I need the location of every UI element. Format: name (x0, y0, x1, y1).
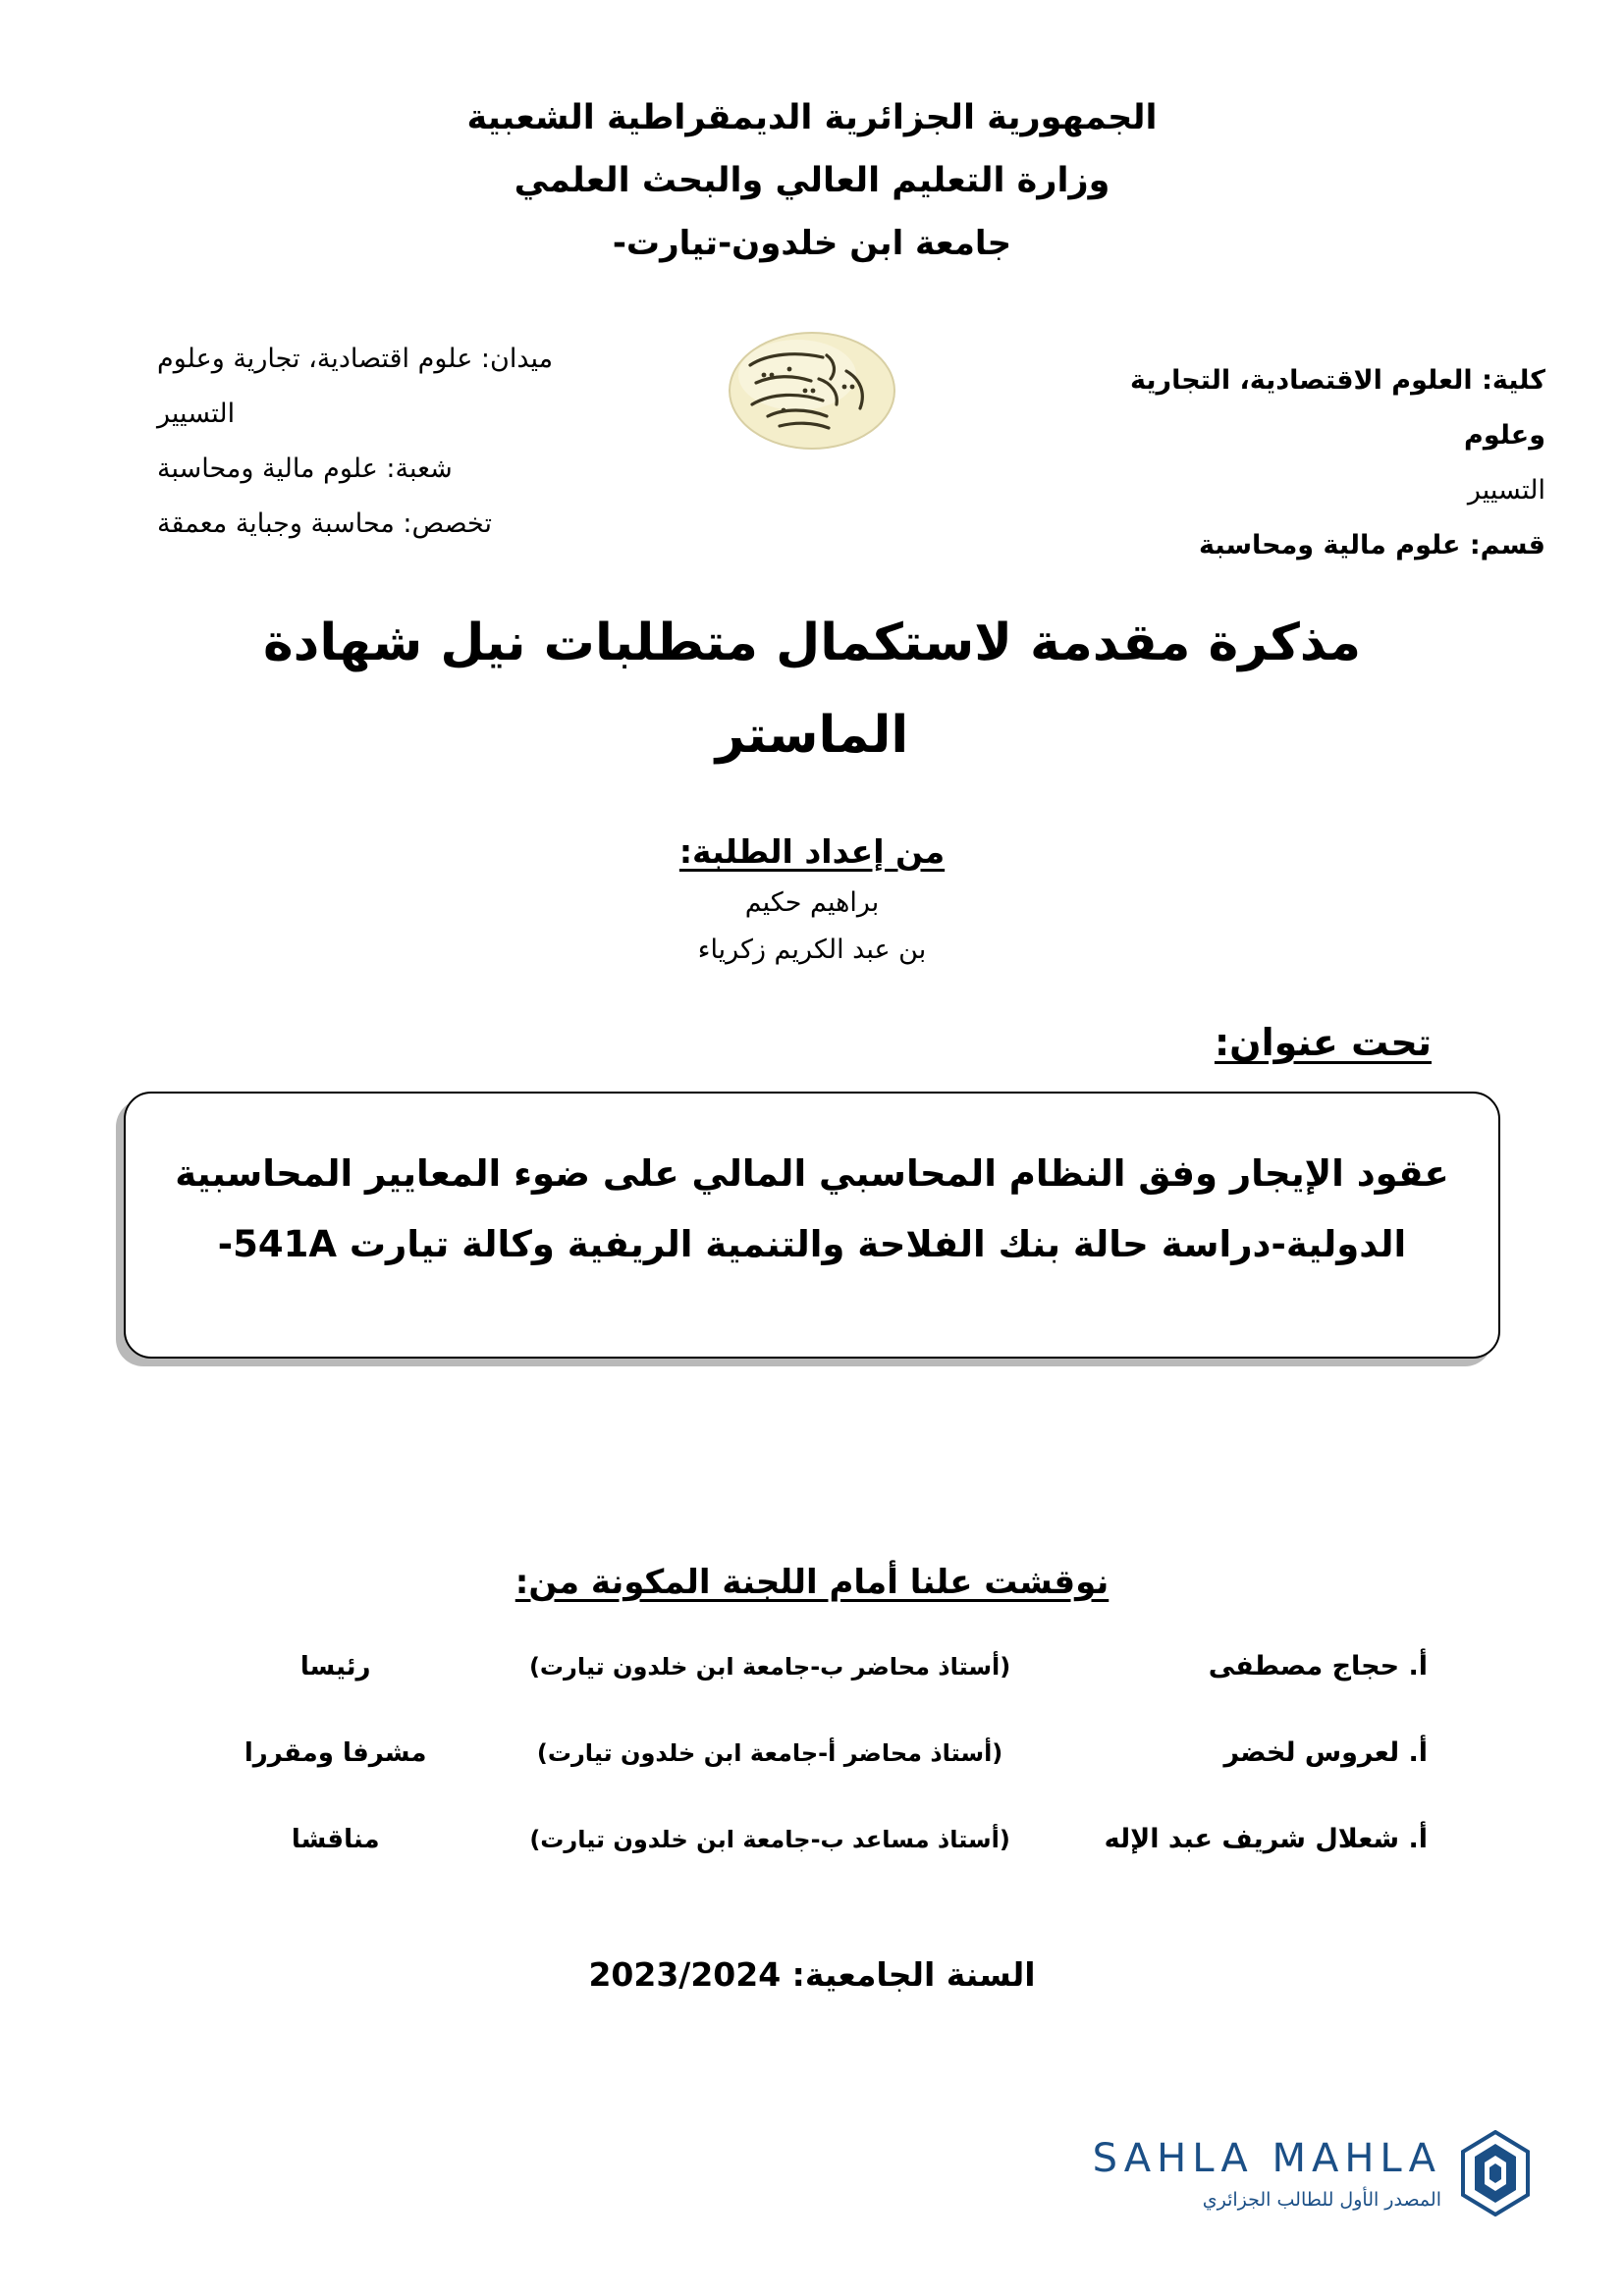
degree-line-1: مذكرة مقدمة لاستكمال متطلبات نيل شهادة (262, 614, 1362, 672)
jury-heading: نوقشت علنا أمام اللجنة المكونة من: (514, 1563, 1110, 1602)
thesis-title-line-1: عقود الإيجار وفق النظام المحاسبي المالي على ضوء المعايير المحاسبية (175, 1152, 1449, 1195)
faculty-info-row (0, 332, 1624, 561)
academic-year: السنة الجامعية: 2023/2024 (588, 1955, 1036, 1994)
branch-line: شعبة: علوم مالية ومحاسبة (157, 454, 453, 484)
field-info-left (157, 332, 569, 552)
degree-statement (0, 597, 1624, 781)
jury-member-name: أ. حجاج مصطفى (1208, 1651, 1428, 1682)
faculty-line-1: كلية: العلوم الاقتصادية، التجارية وعلوم (1130, 365, 1545, 451)
jury-row (187, 1651, 1428, 1737)
jury-member-rank: (أستاذ مساعد ب-جامعة ابن خلدون تيارت) (529, 1826, 1010, 1853)
department-line: قسم: علوم مالية ومحاسبة (1199, 530, 1545, 561)
header-line-university: جامعة ابن خلدون-تيارت- (612, 224, 1012, 263)
jury-member-role: مشرفا ومقررا (244, 1738, 427, 1768)
faculty-line-2: التسيير (1467, 475, 1545, 506)
jury-row (187, 1824, 1428, 1910)
students-block (0, 825, 1624, 974)
header-line-republic: الجمهورية الجزائرية الديمقراطية الشعبية (466, 98, 1158, 137)
document-header (0, 86, 1624, 275)
specialty-line: تخصص: محاسبة وجباية معمقة (157, 508, 492, 539)
sahla-mahla-tagline: المصدر الأول للطالب الجزائري (1202, 2189, 1441, 2211)
students-label: من إعداد الطلبة: (678, 832, 946, 871)
jury-row (187, 1737, 1428, 1824)
field-line-1: ميدان: علوم اقتصادية، تجارية وعلوم (157, 344, 554, 374)
diamond-emblem-icon (1459, 2130, 1532, 2216)
student-name-1: براهيم حكيم (744, 887, 880, 918)
thesis-title-box (124, 1092, 1500, 1359)
jury-member-name: أ. لعروس لخضر (1223, 1737, 1428, 1768)
jury-member-role: رئيسا (299, 1652, 371, 1682)
jury-list (187, 1651, 1428, 1910)
degree-line-2: الماستر (715, 706, 909, 765)
jury-member-role: مناقشا (291, 1825, 380, 1854)
student-name-2: بن عبد الكريم زكرياء (697, 934, 927, 965)
under-title-label: تحت عنوان: (1214, 1021, 1432, 1064)
header-line-ministry: وزارة التعليم العالي والبحث العلمي (514, 161, 1110, 200)
jury-member-name: أ. شعلال شريف عبد الإله (1104, 1824, 1428, 1854)
thesis-title-box-wrapper (124, 1092, 1500, 1359)
faculty-info-right (1123, 353, 1545, 573)
seal-calligraphy-icon (729, 332, 895, 450)
sahla-mahla-watermark (1092, 2128, 1532, 2246)
thesis-title-line-2: الدولية-دراسة حالة بنك الفلاحة والتنمية الريفية وكالة تيارت 541A- (217, 1223, 1407, 1265)
university-seal-icon (729, 332, 895, 450)
sahla-mahla-brand-text: SAHLA MAHLA (1092, 2136, 1441, 2181)
field-line-2: التسيير (157, 399, 236, 429)
sahla-mahla-emblem-icon (1459, 2130, 1532, 2216)
jury-member-rank: (أستاذ محاضر أ-جامعة ابن خلدون تيارت) (536, 1739, 1003, 1767)
jury-member-rank: (أستاذ محاضر ب-جامعة ابن خلدون تيارت) (528, 1653, 1011, 1681)
